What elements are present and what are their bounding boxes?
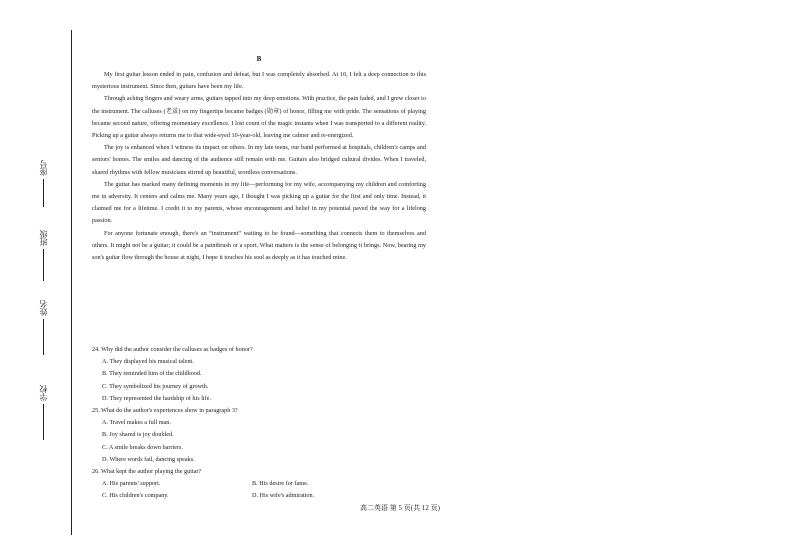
option-24d[interactable]: D. They represented the hardship of his life.: [102, 394, 211, 402]
paragraph-4: The guitar has marked many defining moments in my life—performing for my wife, accompanying my children and comforting me in adversity. It centers and calms me. Many years ago, I thought I was picking up a guitar for the first and only time. Instead, it claimed me for a lifetime. I credit it to my parents, whose encouragement and belief in my potential paved the way for a lifelong passion.: [92, 180, 426, 225]
section-heading: B: [256, 55, 262, 63]
paragraph-3: The joy is enhanced when I witness its impact on others. In my late teens, our band performed at hospitals, children's camps and seniors' homes. The smiles and dancing of the audience still remain with me. Guitars also bridged cultural divides. When I traveled, shared rhythms with fellow musicians stirred up beautiful, wordless conversations.: [92, 144, 426, 176]
name-field[interactable]: [28, 300, 58, 355]
question-list: [92, 344, 426, 503]
option-26d[interactable]: D. His wife's admiration.: [252, 492, 315, 500]
school-label: 学校: [38, 385, 48, 401]
name-label: 姓名: [38, 300, 48, 316]
option-25b[interactable]: B. Joy shared is joy doubled.: [102, 431, 174, 439]
option-25a[interactable]: A. Travel makes a full man.: [102, 419, 171, 427]
seat-number-label: 座号: [38, 160, 48, 176]
option-26c[interactable]: C. His children's company.: [102, 492, 169, 500]
options-row-1: [102, 478, 426, 490]
option-24b[interactable]: B. They reminded him of the childhood.: [102, 370, 202, 378]
school-field[interactable]: [28, 385, 58, 440]
option-25c[interactable]: C. A smile breaks down barriers.: [102, 443, 183, 451]
paragraph-5: For anyone fortunate enough, there's an “instrument” waiting to be found—something that connects them to themselves and others. It might not be a guitar; it could be a paintbrush or a sport. What matters is the sense of belonging it brings. Now, bearing my son's guitar flow through the house at night, I hope it touches his soul as deeply as it has touched mine.: [92, 229, 426, 262]
class-blank[interactable]: [43, 249, 44, 281]
options-row-2: [102, 490, 426, 502]
question-24: 24. Why did the author consider the calluses as badges of honor?: [92, 346, 253, 353]
class-label: 班级: [38, 230, 48, 246]
paragraph-2: Through aching fingers and weary arms, guitars tapped into my deep emotions. With practice, the pain faded, and I grew closer to the instrument. The calluses (老茧) on my fingertips became badges (勋章) of honor, filling me with pride. The sensations of playing became second nature, offering momentary excellence. I lost count of the magic instants when I was transported to a different reality. Picking up a guitar always returns me to that wide-eyed 10-year-old, leaving me calmer and re-energized.: [92, 95, 426, 140]
seat-number-field[interactable]: [28, 160, 58, 207]
class-field[interactable]: [28, 230, 58, 281]
paragraph-1: My first guitar lesson ended in pain, confusion and defeat, but I was completely absorbed. At 10, I felt a deep connection to this mysterious instrument. Since then, guitars have been my life.: [92, 71, 426, 91]
option-26b[interactable]: B. His desire for fame.: [252, 480, 309, 488]
page-footer: 高二英语 第 5 页(共 12 页): [360, 504, 440, 512]
reading-passage: [92, 55, 426, 264]
name-blank[interactable]: [43, 319, 44, 355]
option-26a[interactable]: A. His parents' support.: [102, 480, 161, 488]
seat-number-blank[interactable]: [43, 179, 44, 207]
binding-line: [71, 30, 72, 535]
question-26: 26. What kept the author playing the guitar?: [92, 468, 202, 476]
school-blank[interactable]: [43, 404, 44, 440]
option-24c[interactable]: C. They symbolized his journey of growth.: [102, 382, 209, 390]
option-25d[interactable]: D. Where words fail, dancing speaks.: [102, 455, 195, 463]
option-24a[interactable]: A. They displayed his musical talent.: [102, 358, 194, 366]
question-25: 25. What do the author's experiences show in paragraph 3?: [92, 407, 238, 415]
